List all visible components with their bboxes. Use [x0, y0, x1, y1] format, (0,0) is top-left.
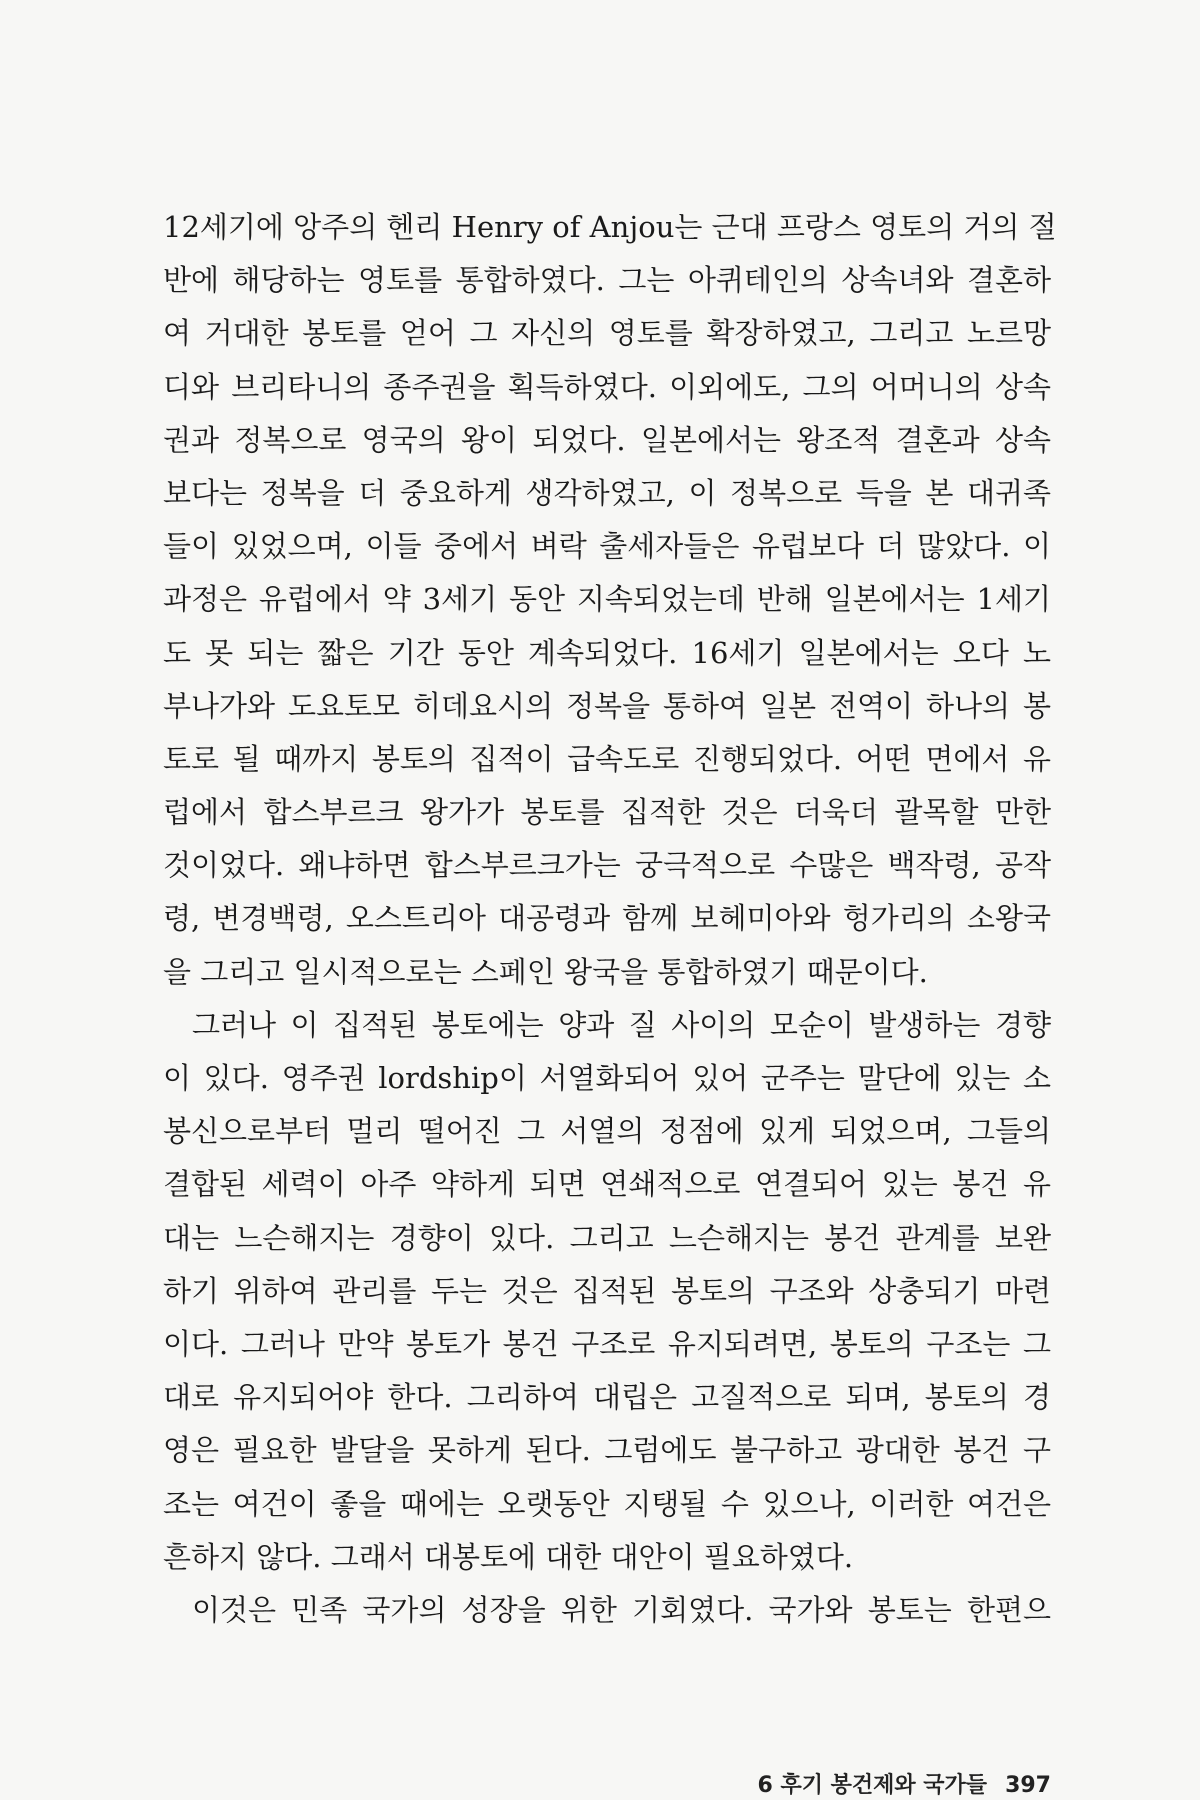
text-line: 이 있다. 영주권 lordship이 서열화되어 있어 군주는 말단에 있는 소	[163, 1061, 1051, 1095]
text-line: 조는 여건이 좋을 때에는 오랫동안 지탱될 수 있으나, 이러한 여건은	[163, 1486, 1051, 1521]
text-line: 대로 유지되어야 한다. 그리하여 대립은 고질적으로 되며, 봉토의 경	[163, 1380, 1051, 1415]
text-line: 권과 정복으로 영국의 왕이 되었다. 일본에서는 왕조적 결혼과 상속	[163, 422, 1051, 457]
text-line: 대는 느슨해지는 경향이 있다. 그리고 느슨해지는 봉건 관계를 보완	[163, 1220, 1051, 1255]
text-line: 결합된 세력이 아주 약하게 되면 연쇄적으로 연결되어 있는 봉건 유	[163, 1167, 1051, 1202]
text-line: 럽에서 합스부르크 왕가가 봉토를 집적한 것은 더욱더 괄목할 만한	[163, 795, 1051, 830]
running-head: 6 후기 봉건제와 국가들	[757, 1773, 988, 1798]
page-number: 397	[1005, 1773, 1051, 1798]
text-line: 봉신으로부터 멀리 떨어진 그 서열의 정점에 있게 되었으며, 그들의	[163, 1114, 1051, 1149]
text-line: 이것은 민족 국가의 성장을 위한 기회였다. 국가와 봉토는 한편으	[192, 1592, 1051, 1627]
text-line: 이다. 그러나 만약 봉토가 봉건 구조로 유지되려면, 봉토의 구조는 그	[163, 1326, 1051, 1361]
text-line: 하기 위하여 관리를 두는 것은 집적된 봉토의 구조와 상충되기 마련	[163, 1273, 1051, 1308]
text-line: 영은 필요한 발달을 못하게 된다. 그럼에도 불구하고 광대한 봉건 구	[163, 1433, 1051, 1468]
text-line: 들이 있었으며, 이들 중에서 벼락 출세자들은 유럽보다 더 많았다. 이	[163, 529, 1051, 564]
text-line: 보다는 정복을 더 중요하게 생각하였고, 이 정복으로 득을 본 대귀족	[163, 475, 1051, 510]
text-line: 12세기에 앙주의 헨리 Henry of Anjou는 근대 프랑스 영토의 거의 절	[163, 210, 1057, 244]
text-line: 여 거대한 봉토를 얻어 그 자신의 영토를 확장하였고, 그리고 노르망	[163, 316, 1051, 351]
page-footer	[758, 1768, 1052, 1799]
text-line: 부나가와 도요토모 히데요시의 정복을 통하여 일본 전역이 하나의 봉	[163, 688, 1051, 723]
text-line: 토로 될 때까지 봉토의 집적이 급속도로 진행되었다. 어떤 면에서 유	[163, 741, 1051, 776]
text-line: 반에 해당하는 영토를 통합하였다. 그는 아퀴테인의 상속녀와 결혼하	[163, 263, 1051, 298]
text-line: 것이었다. 왜냐하면 합스부르크가는 궁극적으로 수많은 백작령, 공작	[163, 848, 1051, 883]
text-line: 도 못 되는 짧은 기간 동안 계속되었다. 16세기 일본에서는 오다 노	[163, 635, 1051, 670]
text-line: 그러나 이 집적된 봉토에는 양과 질 사이의 모순이 발생하는 경향	[192, 1007, 1051, 1042]
text-line: 디와 브리타니의 종주권을 획득하였다. 이외에도, 그의 어머니의 상속	[163, 369, 1051, 404]
text-line: 과정은 유럽에서 약 3세기 동안 지속되었는데 반해 일본에서는 1세기	[163, 582, 1051, 617]
text-line: 령, 변경백령, 오스트리아 대공령과 함께 보헤미아와 헝가리의 소왕국	[163, 901, 1051, 936]
text-line: 흔하지 않다. 그래서 대봉토에 대한 대안이 필요하였다.	[163, 1539, 854, 1574]
body-text	[163, 201, 1057, 1637]
text-line: 을 그리고 일시적으로는 스페인 왕국을 통합하였기 때문이다.	[163, 954, 928, 989]
